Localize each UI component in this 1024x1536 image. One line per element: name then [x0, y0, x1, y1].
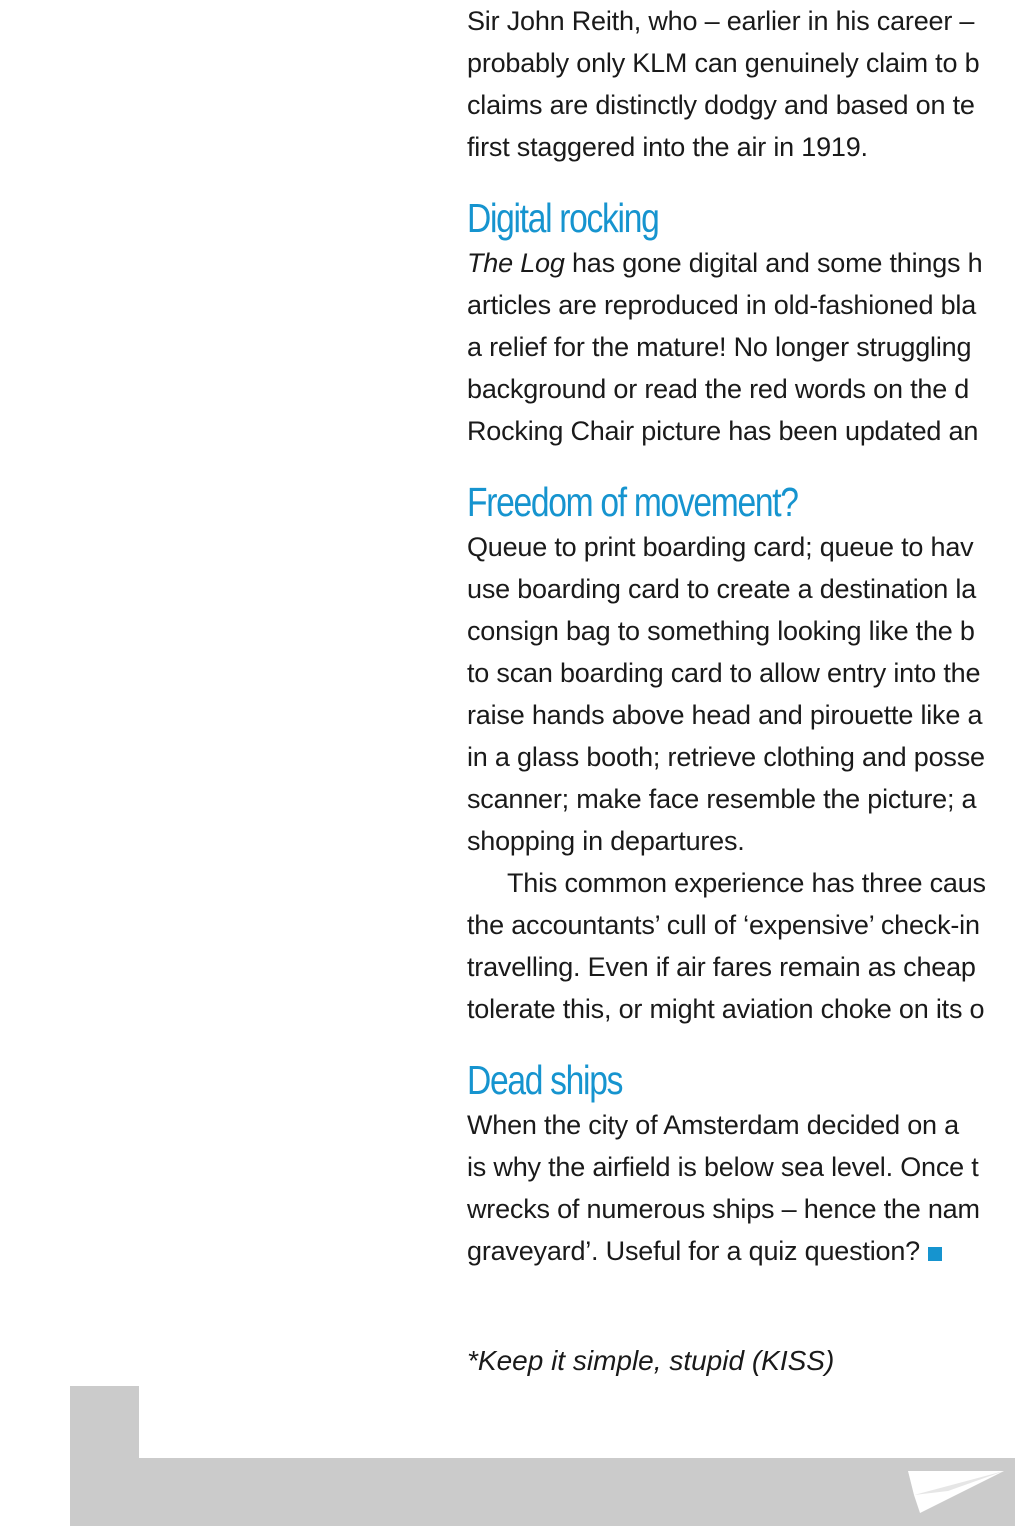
- body-line: use boarding card to create a destination la: [467, 574, 977, 604]
- section-heading-digital-rocking: Digital rocking: [467, 195, 659, 241]
- body-line: the accountants’ cull of ‘expensive’ check-in: [467, 910, 980, 940]
- publication-title: The Log: [467, 248, 565, 278]
- body-line: Rocking Chair picture has been updated an: [467, 416, 979, 446]
- body-text: graveyard’. Useful for a quiz question?: [467, 1236, 920, 1266]
- body-line: [467, 1230, 1024, 1272]
- footnote: *Keep it simple, stupid (KISS): [467, 1345, 835, 1376]
- footer-band: [70, 1458, 1015, 1526]
- body-line: Queue to print boarding card; queue to hav: [467, 532, 974, 562]
- body-line: raise hands above head and pirouette like a: [467, 700, 983, 730]
- body-text: has gone digital and some things h: [564, 248, 983, 278]
- section-heading-freedom-of-movement: Freedom of movement?: [467, 479, 798, 525]
- intro-line: claims are distinctly dodgy and based on te: [467, 90, 975, 120]
- intro-line: Sir John Reith, who – earlier in his career –: [467, 6, 975, 36]
- body-line: [467, 242, 1024, 284]
- intro-line: probably only KLM can genuinely claim to b: [467, 48, 980, 78]
- intro-line: first staggered into the air in 1919.: [467, 132, 868, 162]
- body-line-indented: This common experience has three caus: [507, 868, 986, 898]
- plane-wing: [908, 1471, 1004, 1513]
- body-line: a relief for the mature! No longer struggling: [467, 332, 972, 362]
- body-line: articles are reproduced in old-fashioned bla: [467, 290, 977, 320]
- body-line: travelling. Even if air fares remain as cheap: [467, 952, 976, 982]
- body-line: to scan boarding card to allow entry into the: [467, 658, 981, 688]
- section-heading-dead-ships: Dead ships: [467, 1057, 623, 1103]
- body-line: shopping in departures.: [467, 826, 745, 856]
- square-bullet-icon: [928, 1247, 942, 1261]
- body-line: in a glass booth; retrieve clothing and posse: [467, 742, 985, 772]
- body-line: When the city of Amsterdam decided on a: [467, 1110, 959, 1140]
- body-line: wrecks of numerous ships – hence the nam: [467, 1194, 980, 1224]
- body-line: scanner; make face resemble the picture; a: [467, 784, 977, 814]
- paper-plane-icon: [900, 1465, 1010, 1517]
- body-line: tolerate this, or might aviation choke on its o: [467, 994, 985, 1024]
- body-line: background or read the red words on the d: [467, 374, 970, 404]
- body-line: consign bag to something looking like the b: [467, 616, 975, 646]
- body-line: is why the airfield is below sea level. Once t: [467, 1152, 979, 1182]
- article-column: [467, 0, 1024, 1272]
